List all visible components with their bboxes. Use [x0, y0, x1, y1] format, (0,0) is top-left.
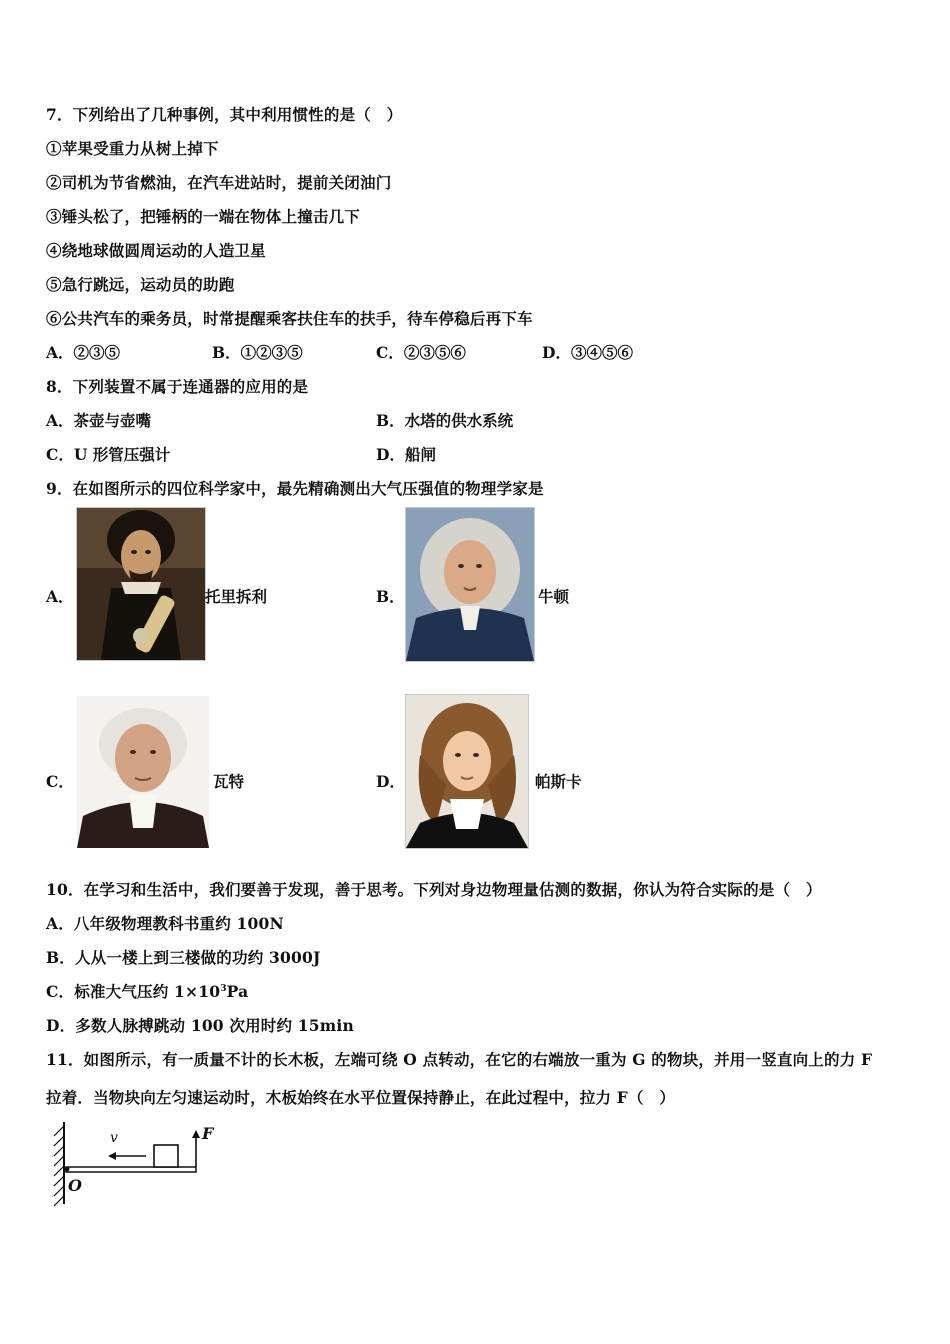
q8-option-c: C．U 形管压强计: [46, 445, 171, 464]
q9-stem: 9．在如图所示的四位科学家中，最先精确测出大气压强值的物理学家是: [46, 479, 544, 498]
q10-stem: 10．在学习和生活中，我们要善于发现，善于思考。下列对身边物理量估测的数据，你认为符合实际的是（ ）: [46, 880, 822, 899]
q7-option-a: A．②③⑤: [46, 343, 121, 362]
q7-option-c: C．②③⑤⑥: [376, 343, 466, 362]
q10-option-c: C．标准大气压约 $1\times 10^3Pa$: [46, 982, 249, 1001]
q9-option-a-letter: A．: [46, 587, 74, 606]
q7-item-4: ④绕地球做圆周运动的人造卫星: [46, 241, 266, 260]
q8-option-d: D．船闸: [376, 445, 436, 464]
q9-option-b-name: 牛顿: [538, 587, 570, 606]
q9-option-d-name: 帕斯卡: [535, 772, 582, 791]
q7-item-1: ①苹果受重力从树上掉下: [46, 139, 219, 158]
watt-portrait: [76, 695, 210, 849]
velocity-label: v: [110, 1130, 118, 1146]
q9-option-d-letter: D．: [376, 772, 405, 791]
q7-item-3: ③锤头松了，把锤柄的一端在物体上撞击几下: [46, 207, 361, 226]
lever-figure: [46, 1118, 226, 1210]
q9-option-c-letter: C．: [46, 772, 74, 791]
q10-option-b: B．人从一楼上到三楼做的功约 3000J: [46, 948, 321, 967]
force-label: F: [202, 1124, 214, 1143]
q10-option-d: D．多数人脉搏跳动 100 次用时约 15min: [46, 1016, 354, 1035]
newton-portrait: [405, 507, 535, 662]
q8-stem: 8．下列装置不属于连通器的应用的是: [46, 377, 309, 396]
q11-stem-line-1: 11．如图所示，有一质量不计的长木板，左端可绕 O 点转动，在它的右端放一重为 G 的物块，并用一竖直向上的力 F: [46, 1050, 873, 1069]
q7-option-b: B．①②③⑤: [212, 343, 303, 362]
q8-option-b: B．水塔的供水系统: [376, 411, 514, 430]
q8-option-a: A．茶壶与壶嘴: [46, 411, 152, 430]
q7-item-2: ②司机为节省燃油，在汽车进站时，提前关闭油门: [46, 173, 392, 192]
q9-option-c-name: 瓦特: [213, 772, 245, 791]
q9-option-b-letter: B．: [376, 587, 405, 606]
q10-option-a: A．八年级物理教科书重约 100N: [46, 914, 284, 933]
q7-option-d: D．③④⑤⑥: [542, 343, 633, 362]
torricelli-portrait: [76, 507, 206, 661]
pascal-portrait: [405, 694, 529, 849]
q11-stem-line-2: 拉着．当物块向左匀速运动时，木板始终在水平位置保持静止，在此过程中，拉力 F（ ）: [46, 1088, 676, 1107]
q7-item-6: ⑥公共汽车的乘务员，时常提醒乘客扶住车的扶手，待车停稳后再下车: [46, 309, 533, 328]
q7-item-5: ⑤急行跳远，运动员的助跑: [46, 275, 235, 294]
pivot-label: O: [68, 1176, 82, 1195]
q7-stem: 7．下列给出了几种事例，其中利用惯性的是（ ）: [46, 105, 403, 124]
q9-option-a-name: 托里拆利: [205, 587, 268, 606]
